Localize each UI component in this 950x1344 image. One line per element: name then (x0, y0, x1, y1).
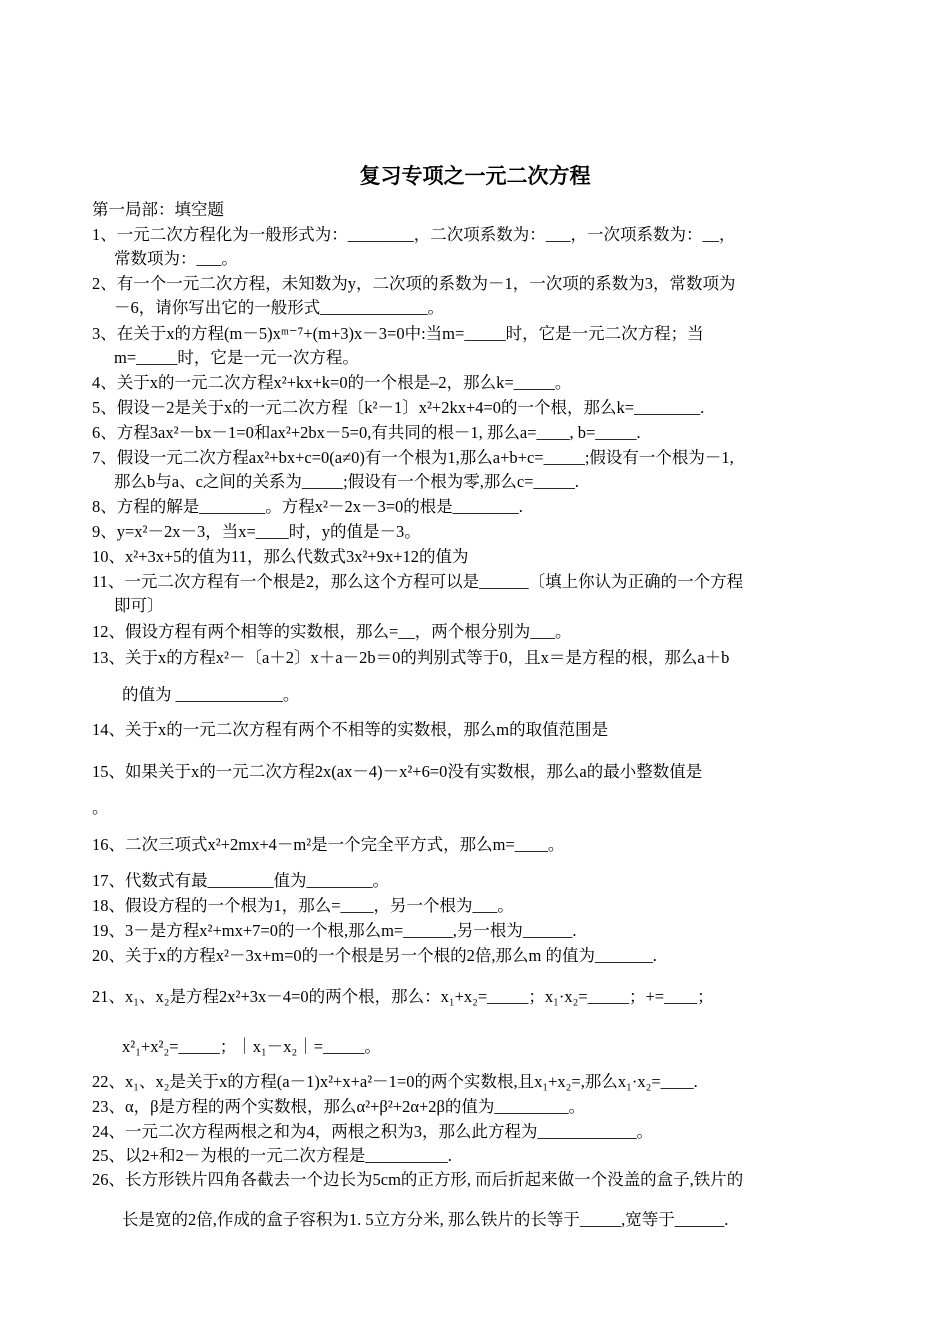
page-title: 复习专项之一元二次方程 (359, 164, 591, 188)
question-line: 11、一元二次方程有一个根是2，那么这个方程可以是______〔填上你认为正确的一个方程 (92, 572, 744, 591)
question-line: 常数项为：___。 (114, 249, 238, 268)
question-line: 15、如果关于x的一元二次方程2x(ax－4)－x²+6=0没有实数根，那么a的最小整数值是 (92, 762, 703, 781)
question-line: 的值为 _____________。 (122, 685, 300, 704)
question-line: 25、以2+和2－为根的一元二次方程是__________. (92, 1146, 452, 1165)
section-heading: 第一局部：填空题 (92, 200, 224, 219)
question-line: 17、代数式有最________值为________。 (92, 871, 389, 890)
question-line: 。 (92, 798, 109, 817)
question-line: 20、关于x的方程x²－3x+m=0的一个根是另一个根的2倍,那么m 的值为_______. (92, 946, 657, 965)
question-line: 19、3－是方程x²+mx+7=0的一个根,那么m=______,另一根为______. (92, 921, 577, 940)
question-line: m=_____时，它是一元一次方程。 (114, 348, 359, 367)
question-line: 1、一元二次方程化为一般形式为：________，二次项系数为：___，一次项系数为：__， (92, 225, 736, 244)
question-line: x²₁+x²₂=_____；｜x₁－x₂｜=_____。 (122, 1037, 381, 1056)
question-line: 9、y=x²－2x－3，当x=____时，y的值是－3。 (92, 522, 421, 541)
question-line: 12、假设方程有两个相等的实数根，那么=__，两个根分别为___。 (92, 622, 572, 641)
question-line: 7、假设一元二次方程ax²+bx+c=0(a≠0)有一个根为1,那么a+b+c=_____;假设有一个根为－1, (92, 448, 734, 467)
question-line: 16、二次三项式x²+2mx+4－m²是一个完全平方式，那么m=____。 (92, 835, 565, 854)
question-line: 长是宽的2倍,作成的盒子容积为1. 5立方分米, 那么铁片的长等于_____,宽等于______. (122, 1210, 729, 1229)
question-line: 22、x₁、x₂是关于x的方程(a－1)x²+x+a²－1=0的两个实数根,且x₁+x₂=,那么x₁·x₂=____. (92, 1072, 698, 1091)
question-line: －6，请你写出它的一般形式_____________。 (114, 298, 444, 317)
question-line: 21、x₁、x₂是方程2x²+3x－4=0的两个根，那么：x₁+x₂=_____；x₁·x₂=_____；+=____； (92, 987, 714, 1006)
question-line: 18、假设方程的一个根为1，那么=____，另一个根为___。 (92, 896, 514, 915)
question-line: 5、假设－2是关于x的一元二次方程〔k²－1〕x²+2kx+4=0的一个根，那么k=________. (92, 398, 705, 417)
question-line: 那么b与a、c之间的关系为_____;假设有一个根为零,那么c=_____. (114, 472, 579, 491)
question-line: 6、方程3ax²－bx－1=0和ax²+2bx－5=0,有共同的根－1, 那么a=____, b=_____. (92, 423, 641, 442)
question-line: 24、一元二次方程两根之和为4，两根之积为3，那么此方程为____________。 (92, 1122, 653, 1141)
question-line: 23、α，β是方程的两个实数根，那么α²+β²+2α+2β的值为_________。 (92, 1097, 586, 1116)
question-line: 4、关于x的一元二次方程x²+kx+k=0的一个根是–2，那么k=_____。 (92, 373, 572, 392)
question-line: 26、长方形铁片四角各截去一个边长为5cm的正方形, 而后折起来做一个没盖的盒子,铁片的 (92, 1170, 744, 1189)
question-line: 8、方程的解是________。方程x²－2x－3=0的根是________. (92, 497, 523, 516)
question-line: 14、关于x的一元二次方程有两个不相等的实数根，那么m的取值范围是 (92, 720, 609, 739)
question-line: 13、关于x的方程x²－〔a＋2〕x＋a－2b＝0的判别式等于0，且x＝是方程的根，那么a＋b (92, 648, 730, 667)
question-line: 3、在关于x的方程(m－5)xᵐ⁻⁷+(m+3)x－3=0中:当m=_____时，它是一元二次方程；当 (92, 324, 704, 343)
question-line: 2、有一个一元二次方程，未知数为y，二次项的系数为－1，一次项的系数为3，常数项为 (92, 274, 736, 293)
question-line: 10、x²+3x+5的值为11，那么代数式3x²+9x+12的值为 (92, 547, 469, 566)
question-line: 即可〕 (114, 596, 164, 615)
